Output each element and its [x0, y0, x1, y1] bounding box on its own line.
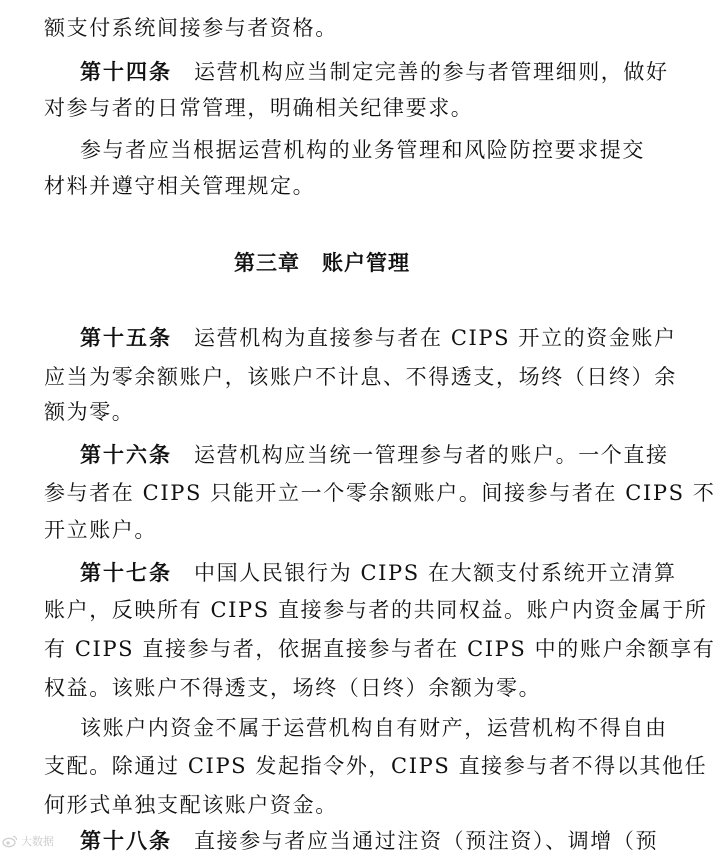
- line-text: 该账户内资金不属于运营机构自有财产，运营机构不得自由: [80, 716, 668, 740]
- article-18: [80, 826, 659, 856]
- line-text: 有 CIPS 直接参与者，依据直接参与者在 CIPS 中的账户余额享有: [44, 637, 715, 661]
- article-14: [80, 57, 669, 87]
- text-line: [44, 673, 624, 703]
- line-text: 运营机构应当制定完善的参与者管理细则，做好: [194, 60, 669, 84]
- line-text: 直接参与者应当通过注资（预注资）、调增（预: [194, 829, 659, 853]
- article-17: [80, 558, 677, 588]
- article-heading: 第十八条: [80, 828, 172, 853]
- text-line: [44, 397, 624, 427]
- text-line: [44, 171, 624, 201]
- watermark: [2, 832, 54, 850]
- line-text: 支配。除通过 CIPS 发起指令外，CIPS 直接参与者不得以其他任: [44, 754, 708, 778]
- line-text: 额为零。: [44, 400, 135, 424]
- line-text: 参与者应当根据运营机构的业务管理和风险防控要求提交: [80, 138, 645, 162]
- line-text: 账户，反映所有 CIPS 直接参与者的共同权益。账户内资金属于所: [44, 598, 708, 622]
- watermark-text: 大数据: [21, 835, 54, 848]
- line-text: 中国人民银行为 CIPS 在大额支付系统开立清算: [194, 561, 677, 585]
- line-text: 运营机构应当统一管理参与者的账户。一个直接: [194, 443, 669, 467]
- text-line: [44, 362, 677, 392]
- chapter-title: 账户管理: [322, 250, 410, 275]
- article-heading: 第十五条: [80, 325, 172, 350]
- text-line: [80, 135, 645, 165]
- text-line: [44, 13, 624, 43]
- text-line: [44, 751, 708, 781]
- chapter-number: 第三章: [234, 250, 300, 275]
- text-line: [44, 515, 624, 545]
- line-text: 权益。该账户不得透支，场终（日终）余额为零。: [44, 676, 542, 700]
- text-line: [44, 478, 715, 508]
- line-text: 何形式单独支配该账户资金。: [44, 793, 338, 817]
- line-text: 应当为零余额账户，该账户不计息、不得透支，场终（日终）余: [44, 365, 677, 389]
- text-line: [44, 93, 624, 123]
- article-16: [80, 440, 669, 470]
- text-line: [44, 634, 715, 664]
- line-text: 运营机构为直接参与者在 CIPS 开立的资金账户: [194, 326, 677, 350]
- line-text: 参与者在 CIPS 只能开立一个零余额账户。间接参与者在 CIPS 不: [44, 481, 715, 505]
- line-text: 材料并遵守相关管理规定。: [44, 174, 316, 198]
- line-text: 开立账户。: [44, 518, 157, 542]
- article-heading: 第十四条: [80, 59, 172, 84]
- text-line: [80, 713, 668, 743]
- article-heading: 第十七条: [80, 560, 172, 585]
- line-text: 对参与者的日常管理，明确相关纪律要求。: [44, 96, 474, 120]
- chapter-heading: [0, 248, 644, 278]
- article-15: [80, 323, 677, 353]
- line-text: 额支付系统间接参与者资格。: [44, 16, 338, 40]
- text-line: [44, 790, 624, 820]
- article-heading: 第十六条: [80, 442, 172, 467]
- weibo-logo-icon: [2, 834, 18, 848]
- text-line: [44, 595, 708, 625]
